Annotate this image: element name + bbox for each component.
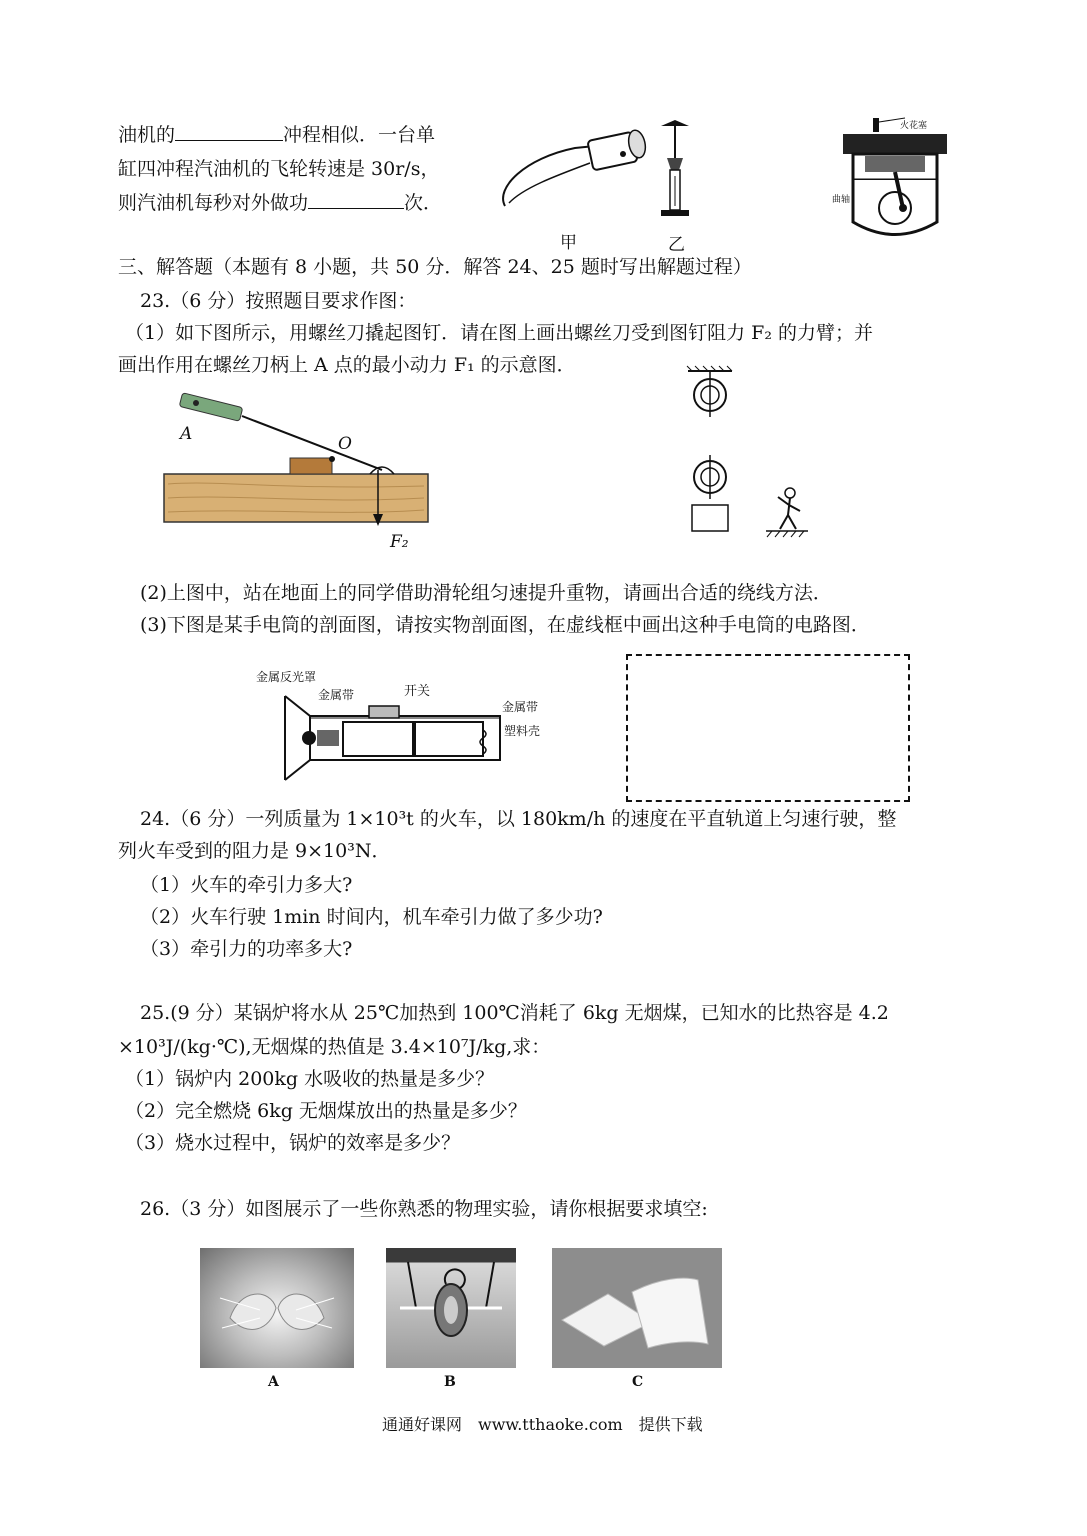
experiment-photo-a xyxy=(200,1248,354,1368)
q25-sub3: （3）烧水过程中，锅炉的效率是多少？ xyxy=(125,1132,461,1154)
label-metal-band-1: 金属带 xyxy=(318,688,355,702)
q23-part3: (3)下图是某手电筒的剖面图，请按实物剖面图，在虚线框中画出这种手电筒的电路图． xyxy=(140,614,870,636)
flashlight-cross-section xyxy=(265,680,515,790)
figure-jia-tube xyxy=(495,118,665,218)
q22-line2: 缸四冲程汽油机的飞轮转速是 30r/s， xyxy=(118,158,440,180)
experiment-photo-b xyxy=(386,1248,516,1368)
q22-line3: 则汽油机每秒对外做功 次． xyxy=(118,192,443,214)
q24-line2: 列火车受到的阻力是 9×10³N． xyxy=(118,840,391,862)
q23-part1-line1: （1）如下图所示，用螺丝刀撬起图钉．请在图上画出螺丝刀受到图钉阻力 F₂ 的力臂；并 xyxy=(125,322,873,344)
answer-blank-count[interactable] xyxy=(308,190,404,209)
q24-sub3: （3）牵引力的功率多大? xyxy=(140,938,353,960)
engine-cross-section xyxy=(835,112,955,242)
circuit-answer-box[interactable] xyxy=(626,654,910,802)
screwdriver-lever-figure[interactable] xyxy=(160,390,440,540)
q25-line1: 25.(9 分）某锅炉将水从 25℃加热到 100℃消耗了 6kg 无烟煤，已知水的比热容是 4.2 xyxy=(140,1002,889,1024)
engine-crank-label: 曲轴 xyxy=(832,195,851,205)
experiment-photo-c xyxy=(552,1248,722,1368)
q24-sub2: （2）火车行驶 1min 时间内，机车牵引力做了多少功? xyxy=(140,906,603,928)
q26-line1: 26.（3 分）如图展示了一些你熟悉的物理实验，请你根据要求填空: xyxy=(140,1198,708,1220)
answer-blank-stroke[interactable] xyxy=(175,122,283,141)
label-point-A: A xyxy=(180,424,193,444)
q24-line1: 24.（6 分）一列质量为 1×10³t 的火车，以 180km/h 的速度在平直轨道上匀速行驶，整 xyxy=(140,808,897,830)
section3-heading: 三、解答题（本题有 8 小题，共 50 分．解答 24、25 题时写出解题过程） xyxy=(118,256,752,278)
label-metal-band-2: 金属带 xyxy=(502,700,539,714)
photo-label-b: B xyxy=(444,1374,456,1390)
figure-yi-device xyxy=(655,118,695,228)
label-metal-reflector: 金属反光罩 xyxy=(256,670,317,684)
engine-spark-plug-label: 火花塞 xyxy=(900,121,928,131)
page-footer: 通通好课网 www.tthaoke.com 提供下载 xyxy=(382,1415,703,1434)
q23-part2: (2)上图中，站在地面上的同学借助滑轮组匀速提升重物，请画出合适的绕线方法． xyxy=(140,582,832,604)
photo-label-c: C xyxy=(632,1374,644,1390)
q25-sub2: （2）完全燃烧 6kg 无烟煤放出的热量是多少？ xyxy=(125,1100,527,1122)
label-plastic-shell: 塑料壳 xyxy=(504,724,541,738)
figure-jia-label: 甲 xyxy=(560,233,577,253)
q22-line1: 油机的 冲程相似．一台单 xyxy=(118,124,436,146)
label-switch: 开关 xyxy=(404,684,431,699)
q25-sub1: （1）锅炉内 200kg 水吸收的热量是多少？ xyxy=(125,1068,495,1090)
q23-header: 23.（6 分）按照题目要求作图： xyxy=(140,290,417,312)
q23-part1-line2: 画出作用在螺丝刀柄上 A 点的最小动力 F₁ 的示意图． xyxy=(118,354,576,376)
label-fulcrum-O: O xyxy=(338,434,352,454)
q24-sub1: （1）火车的牵引力多大? xyxy=(140,874,353,896)
figure-yi-label: 乙 xyxy=(668,235,685,255)
pulley-system-figure[interactable] xyxy=(680,365,810,545)
q25-line2: ×10³J/(kg·℃),无烟煤的热值是 3.4×10⁷J/kg,求： xyxy=(118,1036,551,1058)
label-force-F2: F₂ xyxy=(390,532,409,552)
photo-label-a: A xyxy=(268,1374,279,1390)
